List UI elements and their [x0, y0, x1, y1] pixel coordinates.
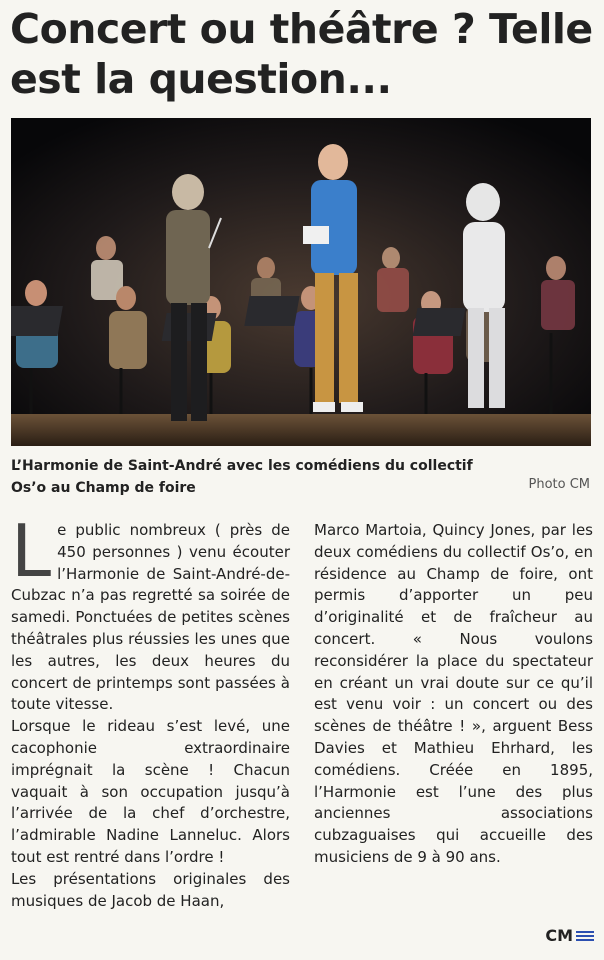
- author-signature: [545, 926, 594, 945]
- photo-credit: Photo CM: [528, 477, 590, 492]
- article-column-right: [314, 520, 593, 869]
- paragraph-text: e public nombreux ( près de 450 personnes ) venu écouter l’Harmonie de Saint-André-de-Cubzac n’a pas regretté sa soirée de samedi. Ponctuées de petites scènes théâtrales plus réussies les unes que les autres, les deux heures du concert de printemps sont passées à toute vitesse.: [11, 521, 290, 714]
- article-paragraph: Les présentations originales des musiques de Jacob de Haan,: [11, 869, 290, 910]
- stage-illustration: [11, 118, 591, 446]
- concert-photo: [11, 118, 591, 446]
- signature-text: CM: [545, 926, 573, 945]
- article-paragraph: Marco Martoia, Quincy Jones, par les deux comédiens du collectif Os’o, en résidence au Champ de foire, ont permis d’apporter un peu d’originalité et de fraîcheur au concert. « Nous voulons reconsidérer la place du spectateur en créant un vrai doute sur ce qu’il est venu voir : un concert ou des scènes de théâtre ! », arguent Bess Davies et Mathieu Ehrhard, les comédiens. Créée en 1895, l’Harmonie est l’une des plus anciennes associations cubzaguaises qui accueille des musiciens de 9 à 90 ans.: [314, 521, 593, 866]
- drop-cap: L: [11, 509, 52, 593]
- article-paragraph: [11, 509, 290, 716]
- article-paragraph: Lorsque le rideau s’est levé, une cacophonie extraordinaire imprégnait la scène ! Chacun vaquait à son occupation jusqu’à l’arrivée de la chef d’orchestre, l’admirable Nadine Lanneluc. Alors tout est rentré dans l’ordre !: [11, 717, 290, 866]
- photo-caption: L’Harmonie de Saint-André avec les comédiens du collectif Os’o au Champ de foire: [11, 458, 473, 496]
- signature-lines-icon: [576, 931, 594, 941]
- headline: Concert ou théâtre ? Telle est la question...: [10, 5, 593, 103]
- article-column-left: [11, 509, 290, 912]
